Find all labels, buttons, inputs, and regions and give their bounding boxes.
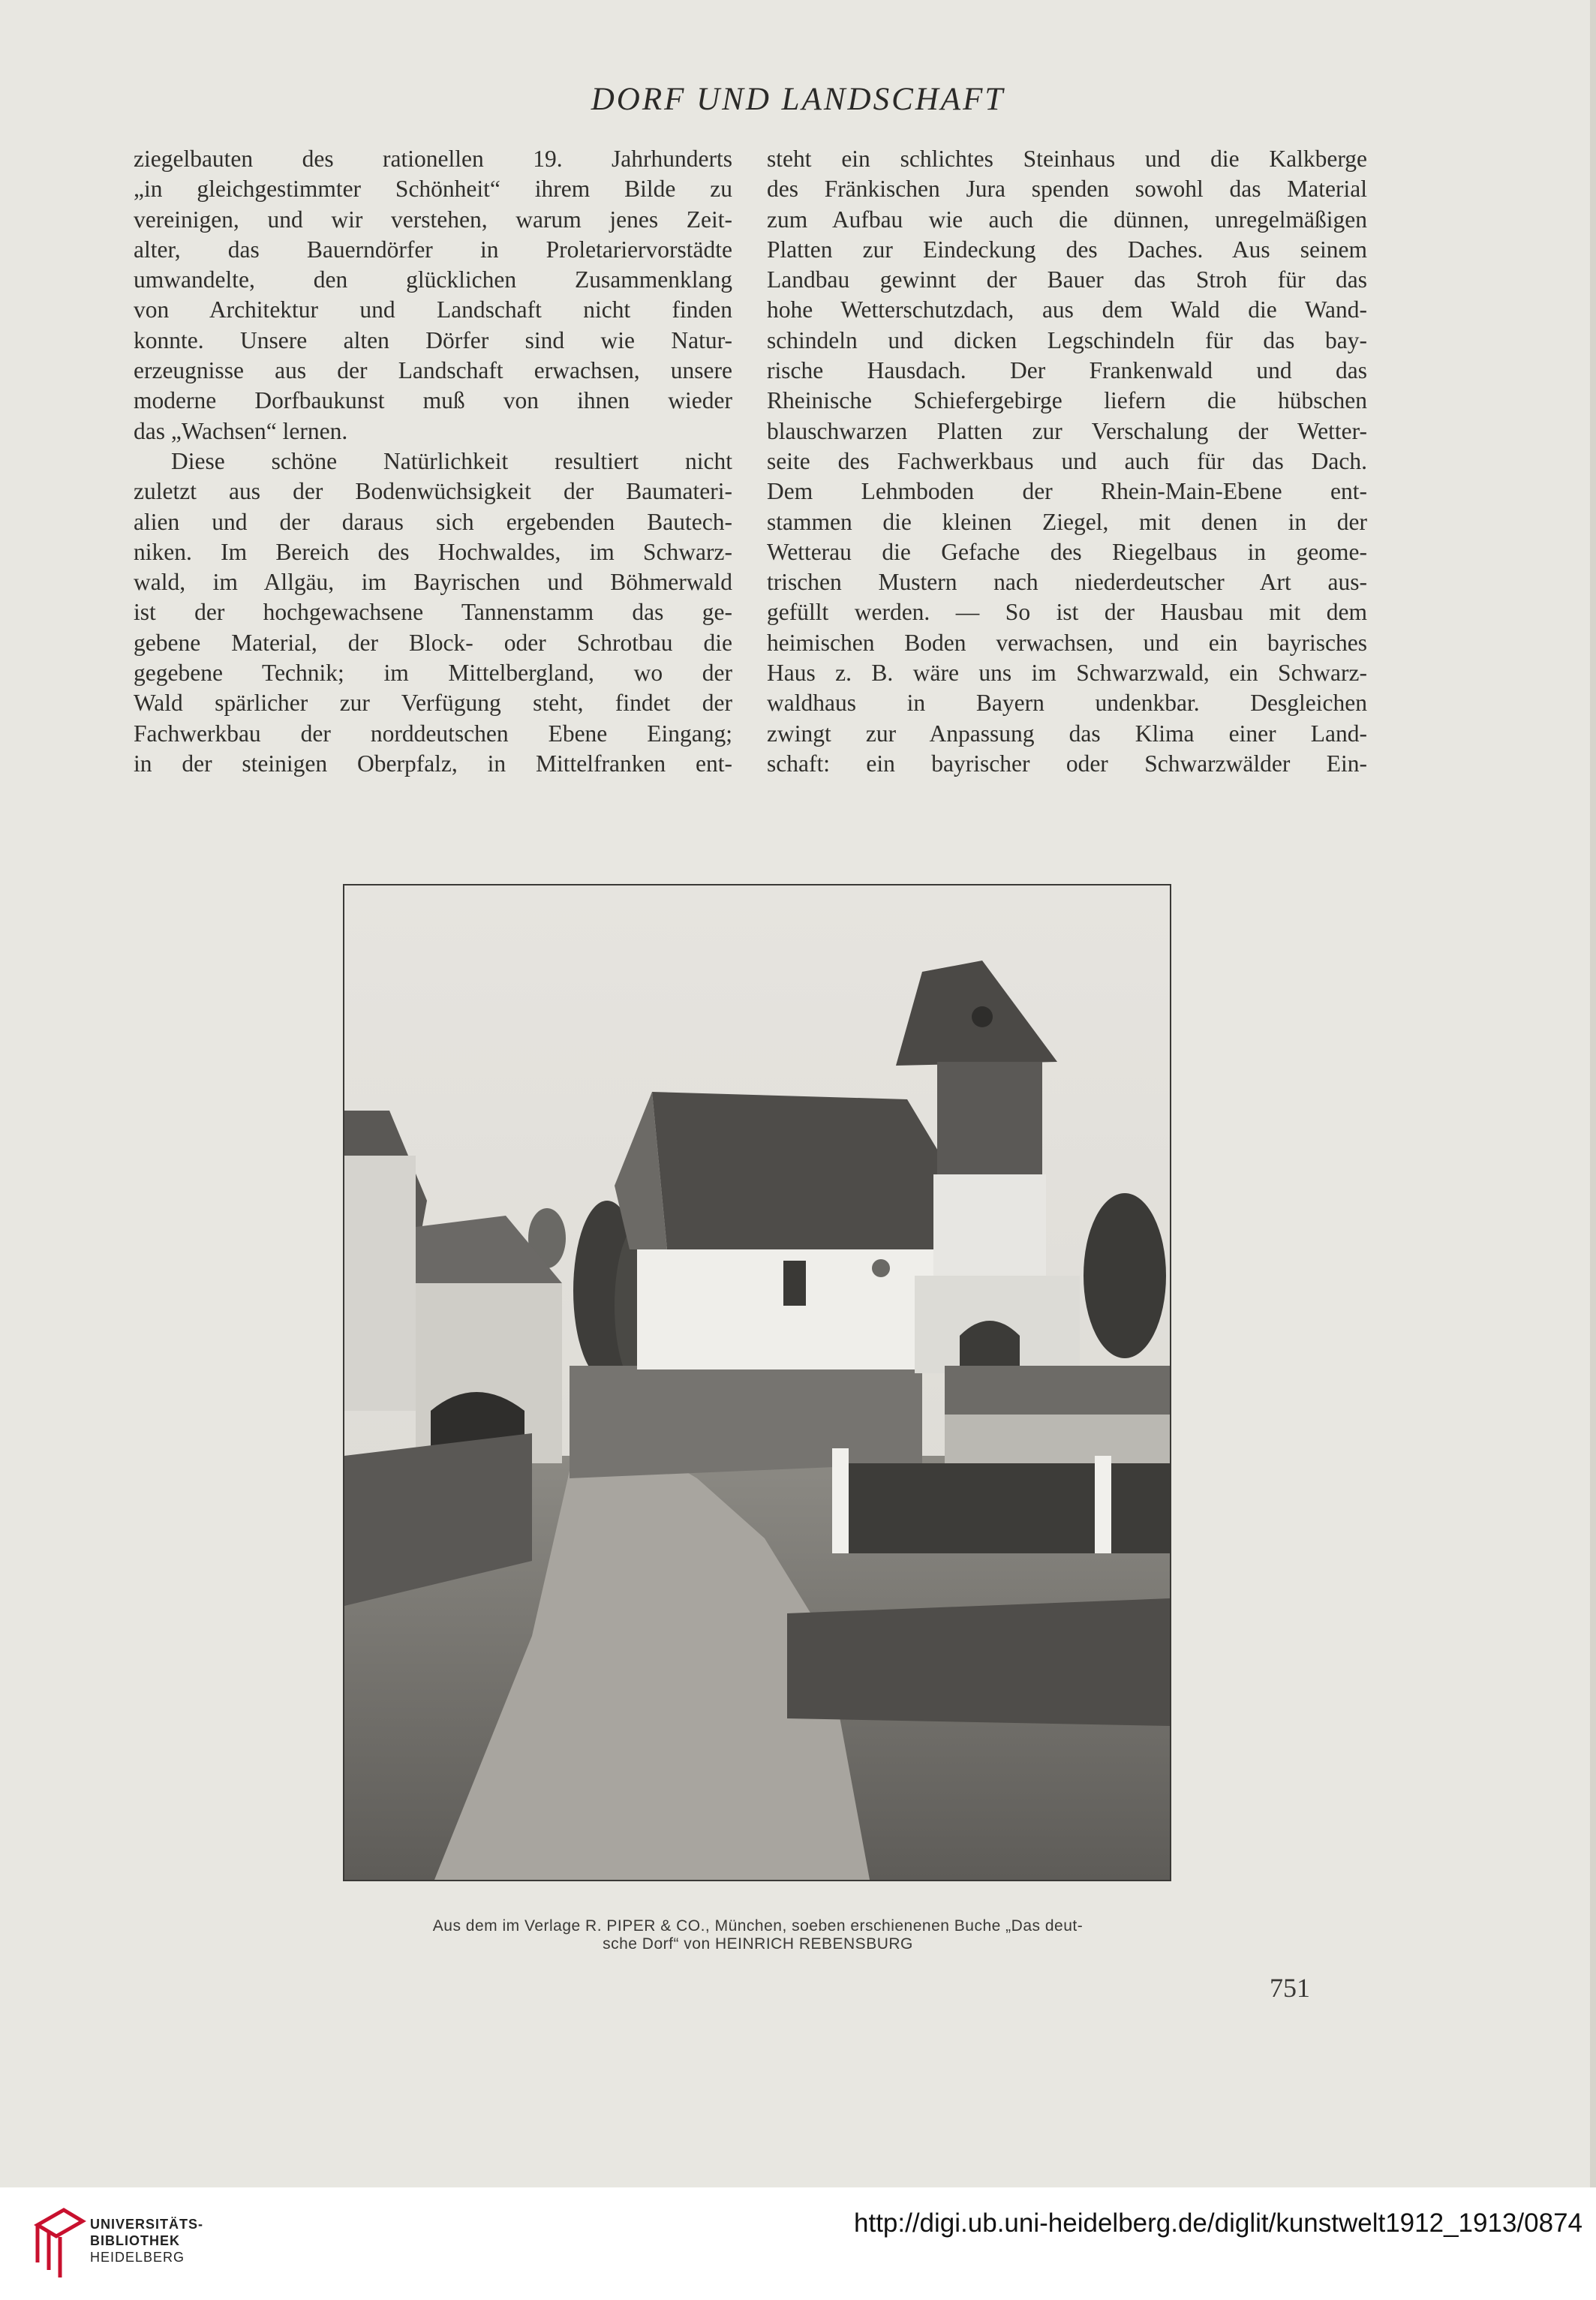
left-line: ziegelbauten des rationellen 19. Jahrhunderts xyxy=(134,146,732,172)
right-line: Dem Lehmboden der Rhein-Main-Ebene ent- xyxy=(767,478,1367,505)
right-line: seite des Fachwerkbaus und auch für das Dach. xyxy=(767,447,1367,474)
left-line: in der steinigen Oberpfalz, in Mittelfranken ent- xyxy=(134,750,732,777)
photo-church-window xyxy=(783,1261,806,1306)
photo-garden-box xyxy=(787,1598,1170,1726)
right-line: zum Aufbau wie auch die dünnen, unregelmäßigen xyxy=(767,206,1367,233)
page-number: 751 xyxy=(1270,1973,1310,2003)
right-line: schaft: ein bayrischer oder Schwarzwälder Ein- xyxy=(767,750,1367,777)
library-name xyxy=(90,2216,203,2265)
photo-fence-post xyxy=(1095,1456,1111,1553)
right-line: Wetterau die Gefache des Riegelbaus in geome- xyxy=(767,538,1367,565)
left-line: ist der hochgewachsene Tannenstamm das ge- xyxy=(134,599,732,626)
left-line: Fachwerkbau der norddeutschen Ebene Eingang; xyxy=(134,720,732,747)
library-name-line: BIBLIOTHEK xyxy=(90,2233,180,2248)
photo-tree xyxy=(1084,1193,1166,1358)
figure-caption xyxy=(315,1917,1201,1953)
left-line: „in gleichgestimmter Schönheit“ ihrem Bilde zu xyxy=(134,176,732,203)
right-line: hohe Wetterschutzdach, aus dem Wald die Wand- xyxy=(767,296,1367,323)
right-line: steht ein schlichtes Steinhaus und die Kalkberge xyxy=(767,146,1367,172)
left-line: moderne Dorfbaukunst muß von ihnen wieder xyxy=(134,387,732,414)
left-line: von Architektur und Landschaft nicht finden xyxy=(134,296,732,323)
library-footer xyxy=(0,2187,1596,2300)
photo-fence xyxy=(840,1463,1170,1553)
right-line: waldhaus in Bayern undenkbar. Desgleichen xyxy=(767,690,1367,717)
running-head: DORF UND LANDSCHAFT xyxy=(591,82,1005,117)
right-line: Landbau gewinnt der Bauer das Stroh für das xyxy=(767,266,1367,293)
right-text-column xyxy=(767,144,1367,779)
photo-church-oculus xyxy=(872,1259,890,1277)
library-name-line: UNIVERSITÄTS- xyxy=(90,2217,204,2232)
page-edge-shadow xyxy=(1590,0,1596,2187)
left-line: erzeugnisse aus der Landschaft erwachsen, unsere xyxy=(134,357,732,384)
left-line: wald, im Allgäu, im Bayrischen und Böhmerwald xyxy=(134,569,732,596)
left-line: zuletzt aus der Bodenwüchsigkeit der Baumateri- xyxy=(134,478,732,505)
left-line: gebene Material, der Block- oder Schrotbau die xyxy=(134,629,732,656)
left-line: vereinigen, und wir verstehen, warum jenes Zeit- xyxy=(134,206,732,233)
photo-fence-post xyxy=(832,1448,849,1553)
left-line: gegebene Technik; im Mittelbergland, wo der xyxy=(134,660,732,687)
right-line: trischen Mustern nach niederdeutscher Art aus- xyxy=(767,569,1367,596)
photo-shed-roof xyxy=(945,1366,1170,1415)
right-line: Rheinische Schiefergebirge liefern die hübschen xyxy=(767,387,1367,414)
right-line: gefüllt werden. — So ist der Hausbau mit dem xyxy=(767,599,1367,626)
left-line: konnte. Unsere alten Dörfer sind wie Natur- xyxy=(134,326,732,353)
photo-left-house-wall xyxy=(344,1156,416,1411)
left-line: alter, das Bauerndörfer in Proletariervorstädte xyxy=(134,236,732,263)
photo-tower-clock xyxy=(972,1006,993,1027)
left-line: alien und der daraus sich ergebenden Bautech- xyxy=(134,508,732,535)
caption-line: sche Dorf“ von HEINRICH REBENSBURG xyxy=(603,1935,913,1953)
right-line: heimischen Boden verwachsen, und ein bayrisches xyxy=(767,629,1367,656)
library-logo-icon xyxy=(30,2202,90,2277)
right-line: rische Hausdach. Der Frankenwald und das xyxy=(767,357,1367,384)
caption-line: Aus dem im Verlage R. PIPER & CO., München, soeben erschienenen Buche „Das deut- xyxy=(432,1917,1084,1935)
left-line: Wald spärlicher zur Verfügung steht, findet der xyxy=(134,690,732,717)
village-photograph xyxy=(343,884,1171,1881)
left-line: niken. Im Bereich des Hochwaldes, im Schwarz- xyxy=(134,538,732,565)
photo-gate-arch xyxy=(960,1321,1020,1373)
left-line: Diese schöne Natürlichkeit resultiert nicht xyxy=(171,447,732,474)
right-line: Platten zur Eindeckung des Daches. Aus seinem xyxy=(767,236,1367,263)
left-line: umwandelte, den glücklichen Zusammenklang xyxy=(134,266,732,293)
right-line: Haus z. B. wäre uns im Schwarzwald, ein Schwarz- xyxy=(767,660,1367,687)
photo-tower-belfry xyxy=(937,1062,1042,1174)
right-line: zwingt zur Anpassung das Klima einer Land- xyxy=(767,720,1367,747)
right-line: schindeln und dicken Legschindeln für das bay- xyxy=(767,326,1367,353)
left-line: das „Wachsen“ lernen. xyxy=(134,417,348,444)
right-line: blauschwarzen Platten zur Verschalung der Wetter- xyxy=(767,417,1367,444)
library-name-line: HEIDELBERG xyxy=(90,2250,185,2265)
left-text-column xyxy=(134,144,732,779)
source-url-link[interactable]: http://digi.ub.uni-heidelberg.de/diglit/kunstwelt1912_1913/0874 xyxy=(854,2208,1582,2238)
photo-wall xyxy=(570,1366,922,1478)
right-line: stammen die kleinen Ziegel, mit denen in der xyxy=(767,508,1367,535)
right-line: des Fränkischen Jura spenden sowohl das Material xyxy=(767,176,1367,203)
